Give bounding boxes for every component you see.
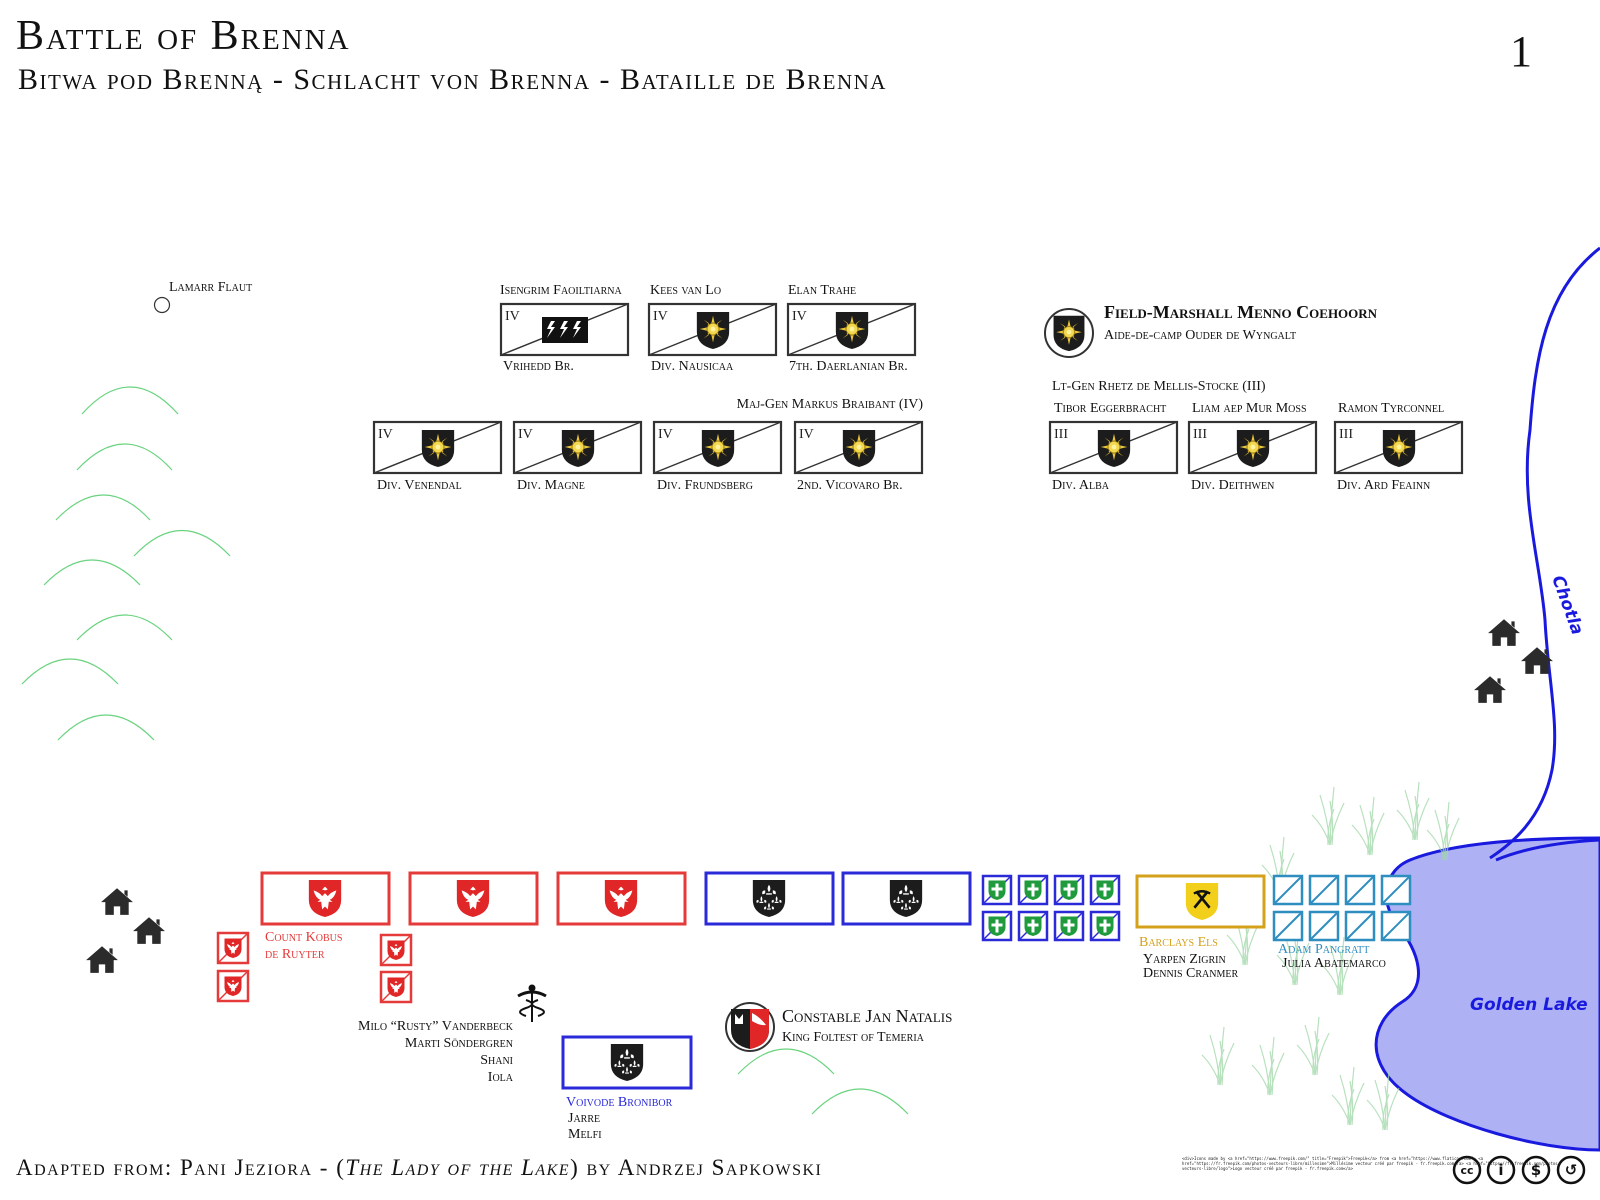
- commander-label: Liam aep Mur Moss: [1192, 401, 1307, 416]
- forest: [22, 387, 908, 1114]
- chotla-label: Chotla: [1547, 572, 1588, 638]
- redanian-unit: [410, 873, 537, 924]
- redanian-small-unit: [218, 933, 248, 963]
- aide-label: Aide-de-camp Ouder de Wyngalt: [1104, 328, 1297, 343]
- free-company-unit: [1382, 912, 1410, 940]
- sun-shield-icon: [1098, 430, 1130, 467]
- unit-label: Div. Alba: [1052, 478, 1109, 493]
- redanian-small-unit: [381, 935, 411, 965]
- unit-label: Div. Magne: [517, 478, 585, 493]
- eagle-shield-icon: [388, 978, 405, 998]
- redanian-small-unit: [218, 971, 248, 1001]
- commander-label: Tibor Eggerbracht: [1054, 401, 1167, 416]
- temerian-cavalry: [706, 873, 970, 924]
- cross-shield-icon: [1061, 881, 1078, 901]
- constable-label: Constable Jan Natalis: [782, 1006, 953, 1026]
- eagle-shield-icon: [309, 880, 341, 917]
- free-company-unit: [1274, 876, 1302, 904]
- page-subtitle: Bitwa pod Brenną - Schlacht von Brenna - Bataille de Brenna: [18, 63, 887, 96]
- echelon-label: IV: [653, 309, 668, 324]
- cross-unit: [983, 876, 1011, 904]
- echelon-label: IV: [799, 427, 814, 442]
- credit-line: [16, 1155, 822, 1181]
- redanian-unit: [558, 873, 685, 924]
- free-company-unit: [1346, 876, 1374, 904]
- cross-shield-icon: [1061, 917, 1078, 937]
- nilfgaard-units: [374, 304, 1462, 473]
- cross-unit: [1019, 912, 1047, 940]
- echelon-label: III: [1054, 427, 1068, 442]
- nilfgaard-division: [788, 304, 915, 355]
- braibant-label: Maj-Gen Markus Braibant (IV): [736, 397, 923, 412]
- dwarf-staff-label: Dennis Cranmer: [1143, 966, 1239, 981]
- commander-label: Ramon Tyrconnel: [1338, 401, 1445, 416]
- sun-shield-icon: [702, 430, 734, 467]
- credit-prefix: Adapted from: Pani Jeziora - (: [16, 1155, 346, 1180]
- sun-shield-icon: [422, 430, 454, 467]
- echelon-label: III: [1193, 427, 1207, 442]
- echelon-label: IV: [378, 427, 393, 442]
- natalis-badge: [726, 1003, 774, 1051]
- nilfgaard-division: [501, 304, 628, 355]
- sun-shield-icon: [1383, 430, 1415, 467]
- golden-lake-label: Golden Lake: [1470, 995, 1588, 1015]
- cross-shield-icon: [1025, 917, 1042, 937]
- nilfgaard-division: [374, 422, 501, 473]
- eagle-shield-icon: [457, 880, 489, 917]
- nilfgaard-division: [1189, 422, 1316, 473]
- unit-label: Div. Deithwen: [1191, 478, 1275, 493]
- chotla-river: [1490, 248, 1600, 858]
- sun-shield-icon: [843, 430, 875, 467]
- echelon-label: III: [1339, 427, 1353, 442]
- sun-shield-icon: [697, 312, 729, 349]
- mahakam-unit: [1137, 876, 1264, 927]
- cross-unit: [1091, 912, 1119, 940]
- cross-unit: [1091, 876, 1119, 904]
- temerian-unit: [706, 873, 833, 924]
- medic-label: Marti Söndergren: [404, 1036, 513, 1051]
- lamarr-label: Lamarr Flaut: [169, 280, 253, 295]
- redanian-unit: [262, 873, 389, 924]
- eagle-shield-icon: [225, 977, 242, 997]
- unit-label: Div. Venendal: [377, 478, 462, 493]
- green-cross-units: [983, 876, 1119, 940]
- free-company-unit: [1346, 912, 1374, 940]
- eagle-shield-icon: [225, 939, 242, 959]
- field-marshall-label: Field-Marshall Menno Coehoorn: [1104, 302, 1378, 322]
- unit-label: Div. Frundsberg: [657, 478, 754, 493]
- lily-shield-icon: [890, 880, 922, 917]
- nilfgaard-division: [1335, 422, 1462, 473]
- temerian-unit: [843, 873, 970, 924]
- lily-shield-icon: [753, 880, 785, 917]
- cross-shield-icon: [1025, 881, 1042, 901]
- unit-label: 7th. Daerlanian Br.: [789, 359, 908, 374]
- page-title: Battle of Brenna: [16, 13, 351, 59]
- voivode-unit: [563, 1037, 691, 1088]
- cross-shield-icon: [1097, 917, 1114, 937]
- kobus-label-1: Count Kobus: [265, 930, 343, 945]
- voivode-label: Voivode Bronibor: [566, 1095, 673, 1110]
- voivode-staff-label: Melfi: [568, 1127, 602, 1142]
- redanian-small-unit: [381, 972, 411, 1002]
- echelon-label: IV: [505, 309, 520, 324]
- caduceus-icon: [518, 986, 546, 1023]
- medic-label: Milo “Rusty” Vanderbeck: [358, 1019, 513, 1034]
- kobus-label-2: de Ruyter: [265, 947, 325, 962]
- cross-unit: [1055, 912, 1083, 940]
- cross-shield-icon: [989, 917, 1006, 937]
- sa-icon: ↺: [1564, 1161, 1578, 1179]
- sun-shield-icon: [836, 312, 868, 349]
- credit-suffix: ) by Andrzej Sapkowski: [570, 1155, 823, 1180]
- cross-shield-icon: [1097, 881, 1114, 901]
- echelon-label: IV: [518, 427, 533, 442]
- free-company-label: Adam Pangratt: [1278, 942, 1370, 957]
- echelon-label: IV: [658, 427, 673, 442]
- nilfgaard-division: [1050, 422, 1177, 473]
- commander-label: Elan Trahe: [788, 283, 857, 298]
- coehoorn-badge: [1045, 309, 1093, 357]
- unit-label: Vrihedd Br.: [503, 359, 574, 374]
- free-company-unit: [1382, 876, 1410, 904]
- by-icon: i: [1498, 1161, 1504, 1179]
- cross-unit: [1055, 876, 1083, 904]
- voivode-staff-label: Jarre: [568, 1111, 601, 1126]
- sun-shield-icon: [562, 430, 594, 467]
- nilfgaard-division: [795, 422, 922, 473]
- free-company-unit: [1310, 876, 1338, 904]
- eagle-shield-icon: [605, 880, 637, 917]
- echelon-label: IV: [792, 309, 807, 324]
- unit-label: Div. Nausicaa: [651, 359, 734, 374]
- nilfgaard-division: [649, 304, 776, 355]
- eagle-shield-icon: [388, 941, 405, 961]
- credit-title: The Lady of the Lake: [345, 1155, 571, 1180]
- rhetz-label: Lt-Gen Rhetz de Mellis-Stocke (III): [1052, 379, 1266, 394]
- free-staff-label: Julia Abatemarco: [1282, 956, 1386, 971]
- free-company-unit: [1310, 912, 1338, 940]
- king-label: King Foltest of Temeria: [782, 1030, 924, 1045]
- medic-label: Shani: [480, 1053, 513, 1068]
- medic-label: Iola: [487, 1070, 513, 1085]
- dwarves-label: Barclays Els: [1139, 935, 1218, 950]
- icon-attribution: <div>Icons made by <a href="https://www.freepik.com/" title="Freepik">Freepik</a> from <a href="https://www.flaticon.com"> <a href="https://fr.freepik.com/photos-vecteurs-libre/millesime">Millésime vecteur créé par freepik - fr.freepik.com</a> <a href="https://fr.freepik.com/photos-vecteurs-libre/logo">Logo vecteur créé par freepik - fr.freepik.com</a>: [1182, 1156, 1561, 1171]
- free-company-unit: [1274, 912, 1302, 940]
- sun-shield-icon: [1237, 430, 1269, 467]
- cc-icon: cc: [1460, 1164, 1474, 1177]
- lamarr-marker: [155, 298, 170, 313]
- commander-label: Isengrim Faoiltiarna: [500, 283, 622, 298]
- commander-label: Kees van Lo: [650, 283, 722, 298]
- page-number: 1: [1510, 27, 1532, 76]
- dwarf-staff-label: Yarpen Zigrin: [1143, 952, 1226, 967]
- nc-icon: $: [1530, 1161, 1542, 1179]
- cross-shield-icon: [989, 881, 1006, 901]
- nilfgaard-division: [514, 422, 641, 473]
- cross-unit: [983, 912, 1011, 940]
- unit-label: Div. Ard Feainn: [1337, 478, 1431, 493]
- cross-unit: [1019, 876, 1047, 904]
- unit-label: 2nd. Vicovaro Br.: [797, 478, 903, 493]
- nilfgaard-division: [654, 422, 781, 473]
